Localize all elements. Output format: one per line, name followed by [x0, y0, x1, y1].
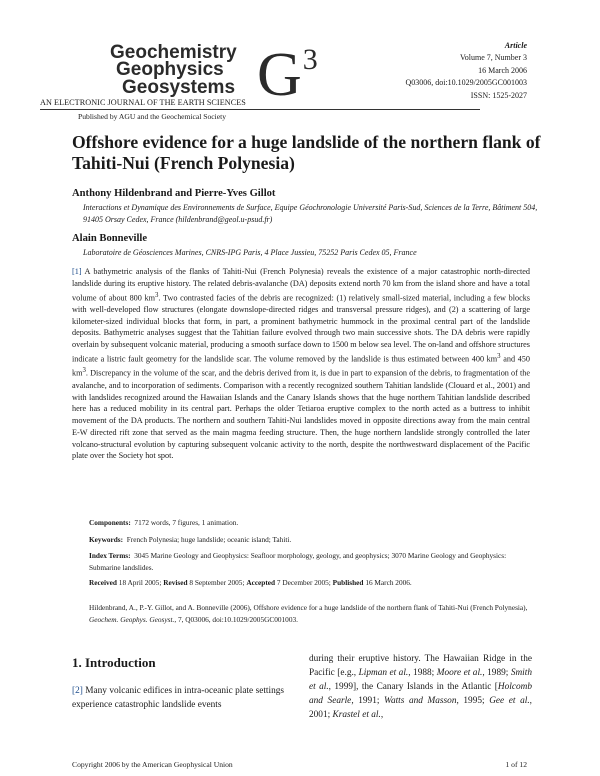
- journal-name-line1: Geochemistry: [110, 42, 237, 63]
- journal-logo: [40, 30, 340, 122]
- journal-subtitle: AN ELECTRONIC JOURNAL OF THE EARTH SCIENCES: [40, 98, 246, 107]
- abstract: [1] A bathymetric analysis of the flanks of Tahiti-Nui (French Polynesia) reveals the existence of a major catastrophic north-directed landslide during its eruptive history. The related debris-avalanche (DA) deposits extend north 70 km from the island shore and have a total volume of about 800 $km^3$. Two contrasted facies of the debris are recognized: (1) relatively small-sized material, including a few blocks with well-developed flow structures (elongate downslope-directed ridges and transversal pressure ridges), and (2) a scattering of large kilometer-sized individual blocks that form, in part, a prominent bathymetric hummock in the proximal central part of the landslide deposits. Bathymetric analyses suggest that the Tahitian failure evolved through two main successive shots. The DA debris were rapidly overlain by subsequent volcanic material, producing a smooth surface down to 1500 m below sea level. The on-land and offshore structures indicate a listric fault geometry for the landslide scar. The volume removed by the landslide is thus estimated between 400 $km^3$ and 450 $km^3$. Discrepancy in the volume of the scar, and the debris derived from it, is due in part to expansion of the debris, to fragmentation of the avalanche, and to incorporation of sediments. Comparison with a recently recognized southern Tahitian landslide (Clouard et al., 2001) and with landslides recognized around the Hawaiian Islands and the Canary Islands shows that the huge northern Tahitian landslide described here has a reduced mobility in its central part. Perhaps the older Tetiaroa eruptive complex to the north acted as a buttress to inhibit movement of the DA products. The northern and southern Tahiti-Nui landslides moved in opposite directions away from the main central E-W directed rift zone that served as the main magma feeding structure. Then, the huge northern landslide strongly controlled the later volcano-structural evolution by capturing subsequent volcanic activity to the north, despite the northwestward displacement of the Pacific plate over the Society hot spot.: [72, 267, 530, 461]
- publisher-line: Published by AGU and the Geochemical Society: [78, 112, 227, 121]
- copyright: Copyright 2006 by the American Geophysical Union: [72, 760, 233, 769]
- citation: Hildenbrand, A., P.-Y. Gillot, and A. Bonneville (2006), Offshore evidence for a huge landslide of the northern flank of Tahiti-Nui (French Polynesia), Geochem. Geophys. Geosyst., 7, Q03006, doi:10.1029/2005GC001003.: [89, 603, 528, 625]
- masthead-rule: [40, 109, 480, 110]
- index-terms: Index Terms: 3045 Marine Geology and Geophysics: Seafloor morphology, geology, and geophysics; 3070 Marine Geology and Geophysics: Submarine landslides.: [89, 551, 507, 573]
- components-line: Components: 7172 words, 7 figures, 1 animation.: [89, 518, 239, 527]
- authors-group-2: Alain Bonneville: [72, 233, 148, 244]
- affiliation-2: Laboratoire de Géosciences Marines, CNRS-IPG Paris, 4 Place Jussieu, 75252 Paris Cedex 05, France: [83, 248, 417, 257]
- section-heading-introduction: 1. Introduction: [72, 655, 156, 670]
- paragraph-number-link[interactable]: [1]: [72, 267, 82, 276]
- history-dates: Received 18 April 2005; Revised 8 September 2005; Accepted 7 December 2005; Published 16 March 2006.: [89, 578, 412, 587]
- journal-name-line2: Geophysics: [116, 59, 224, 80]
- volume-number: Volume 7, Number 3: [460, 53, 527, 63]
- keywords-line: Keywords: French Polynesia; huge landslide; oceanic island; Tahiti.: [89, 535, 292, 544]
- doi: Q03006, doi:10.1029/2005GC001003: [405, 78, 527, 88]
- article-type: Article: [504, 41, 527, 50]
- publication-date: 16 March 2006: [478, 65, 527, 75]
- article-meta: [405, 40, 527, 102]
- logo-g: G: [257, 41, 302, 109]
- affiliation-1: Interactions et Dynamique des Environnements de Surface, Equipe Géochronologie Université Paris-Sud, Sciences de la Terre, Bâtiment 504, 91405 Orsay Cedex, France (hildenbrand@geol.u-psud.fr): [83, 203, 538, 224]
- paper-title: Offshore evidence for a huge landslide of the northern flank of Tahiti-Nui (French Polynesia): [72, 132, 541, 173]
- authors-group-1: Anthony Hildenbrand and Pierre-Yves Gillot: [72, 188, 276, 199]
- journal-name-line3: Geosystems: [122, 77, 236, 98]
- issn: ISSN: 1525-2027: [470, 90, 527, 100]
- page-number: 1 of 12: [505, 760, 527, 769]
- g3-logo-mark: [257, 41, 318, 109]
- logo-superscript: 3: [302, 43, 318, 76]
- intro-left-column: [2] Many volcanic edifices in intra-oceanic plate settings experience catastrophic landslide events: [72, 686, 284, 710]
- intro-right-column: during their eruptive history. The Hawaiian Ridge in the Pacific [e.g., Lipman et al., 1988; Moore et al., 1989; Smith et al., 1999], the Canary Islands in the Atlantic [Holcomb and Searle, 1991; Watts and Masson, 1995; Gee et al., 2001; Krastel et al.,: [309, 654, 532, 720]
- paragraph-number-link[interactable]: [2]: [72, 686, 83, 696]
